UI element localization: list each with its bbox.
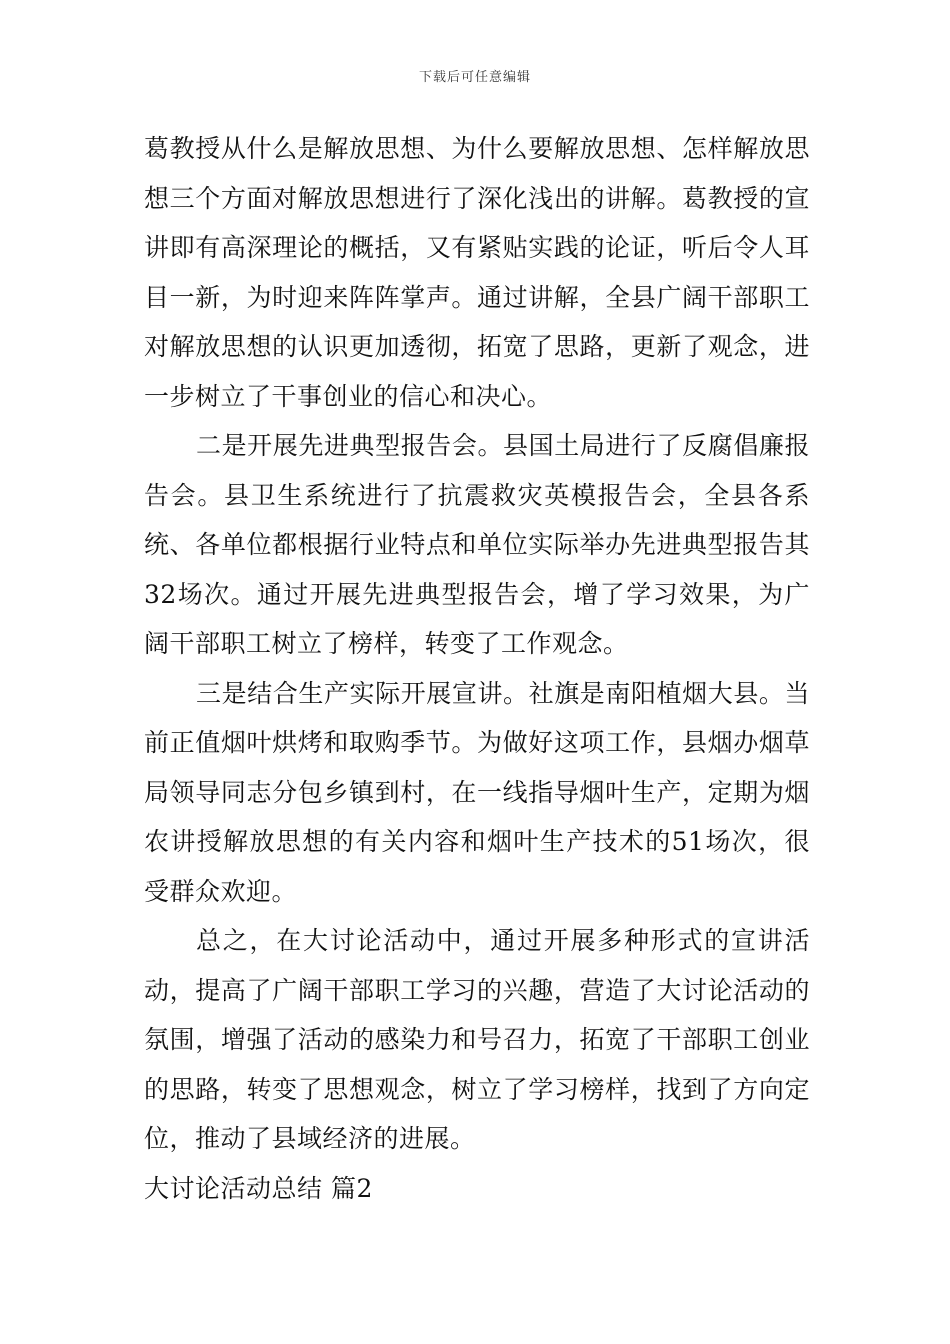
- section-title: 大讨论活动总结 篇2: [144, 1173, 373, 1203]
- paragraph-production-lectures: 三是结合生产实际开展宣讲。社旗是南阳植烟大县。当前正值烟叶烘烤和取购季节。为做好这项工作，县烟办烟草局领导同志分包乡镇到村，在一线指导烟叶生产，定期为烟农讲授解放思想的有关内容和烟叶生产技术的51场次，很受群众欢迎。: [144, 678, 810, 906]
- download-note: 下载后可任意编辑: [418, 70, 531, 85]
- document-body: [144, 124, 810, 1213]
- paragraph-professor-lecture: 葛教授从什么是解放思想、为什么要解放思想、怎样解放思想三个方面对解放思想进行了深化浅出的讲解。葛教授的宣讲即有高深理论的概括，又有紧贴实践的论证，听后令人耳目一新，为时迎来阵阵掌声。通过讲解，全县广阔干部职工对解放思想的认识更加透彻，拓宽了思路，更新了观念，进一步树立了干事创业的信心和决心。: [144, 134, 810, 411]
- paragraph-model-reports: 二是开展先进典型报告会。县国土局进行了反腐倡廉报告会。县卫生系统进行了抗震救灾英模报告会，全县各系统、各单位都根据行业特点和单位实际举办先进典型报告其32场次。通过开展先进典型报告会，增了学习效果，为广阔干部职工树立了榜样，转变了工作观念。: [144, 431, 810, 658]
- paragraph-conclusion: 总之，在大讨论活动中，通过开展多种形式的宣讲活动，提高了广阔干部职工学习的兴趣，营造了大讨论活动的氛围，增强了活动的感染力和号召力，拓宽了干部职工创业的思路，转变了思想观念，树立了学习榜样，找到了方向定位，推动了县域经济的进展。: [144, 926, 810, 1153]
